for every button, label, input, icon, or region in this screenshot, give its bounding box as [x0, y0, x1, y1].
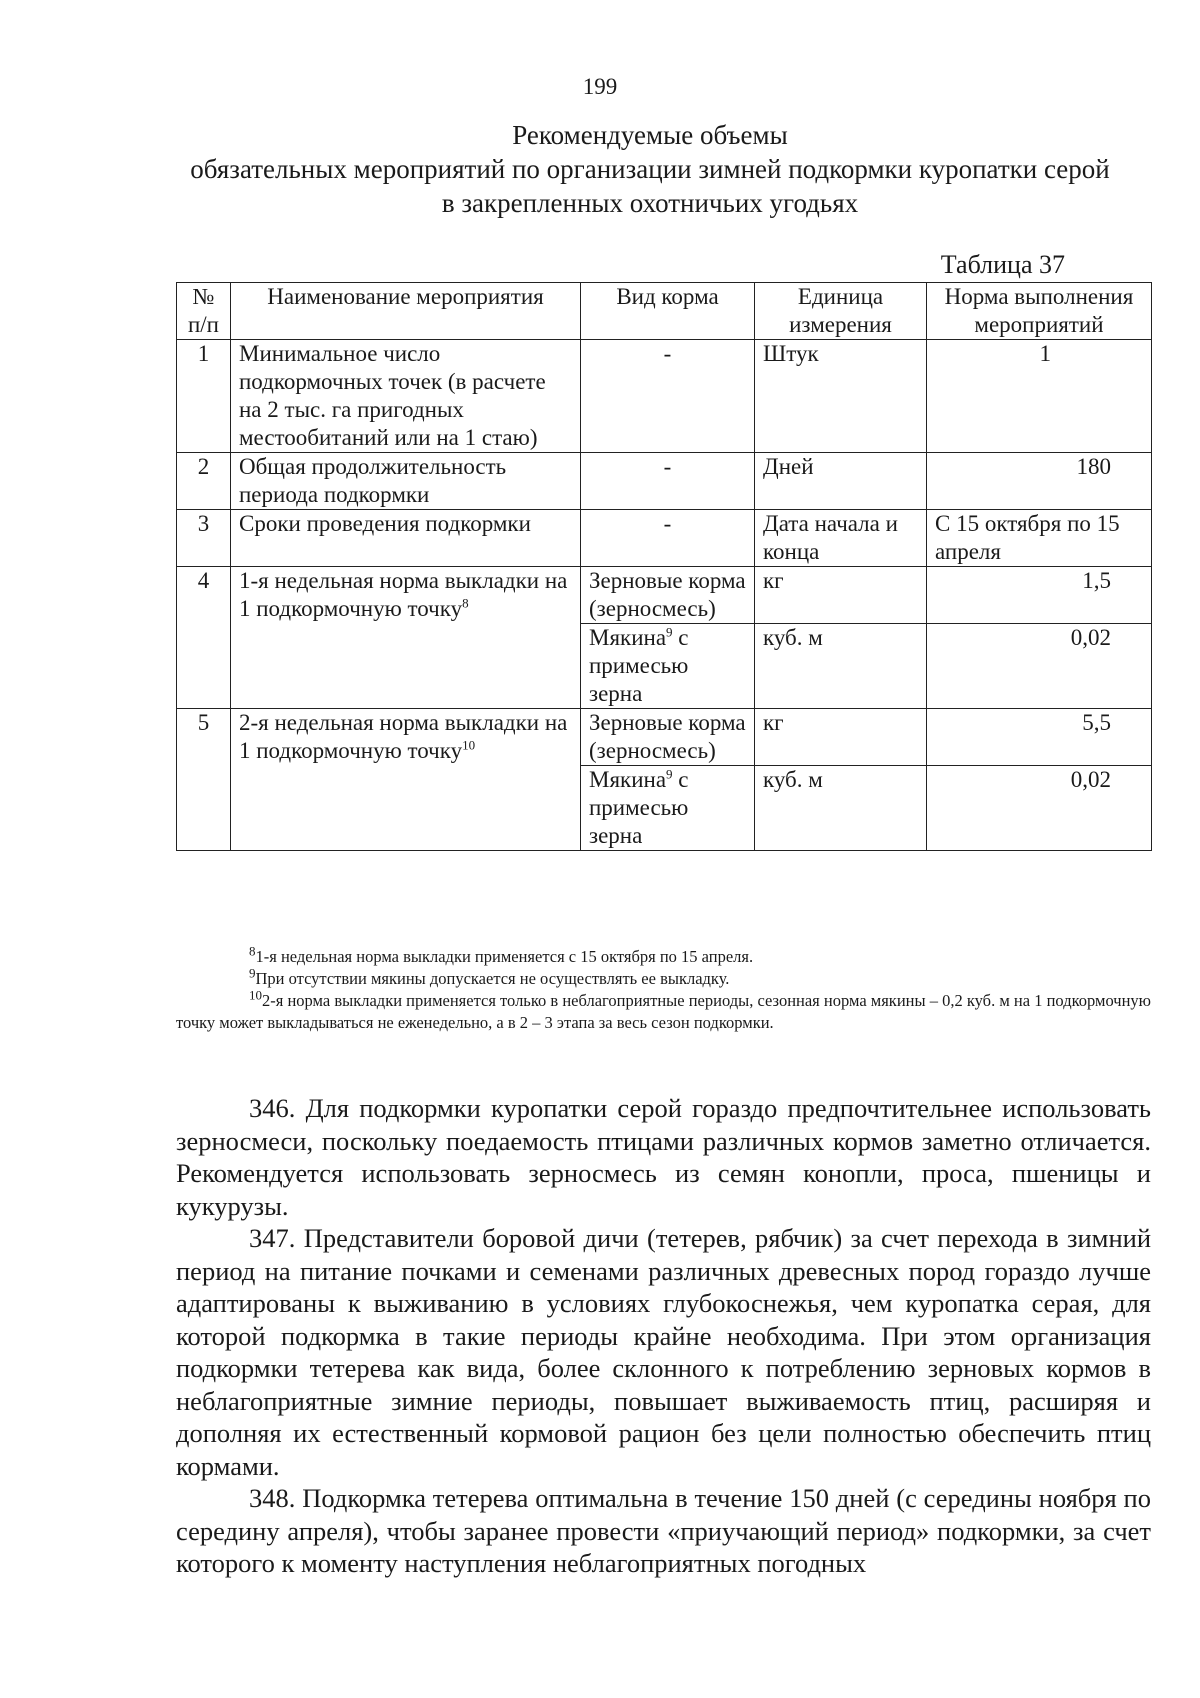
row-unit: Штук [755, 340, 927, 453]
row-number: 4 [177, 567, 231, 709]
measures-table [176, 282, 1152, 851]
row-unit: кг [755, 709, 927, 766]
row-unit: Дата начала и конца [755, 510, 927, 567]
footnote-9: $^9$При отсутствии мякины допускается не осуществлять ее выкладку. [249, 965, 730, 988]
row-feed: - [581, 340, 755, 453]
row-name: 2-я недельная норма выкладки на 1 подкормочную точку$^{10}$ [231, 709, 581, 851]
row-feed: Мякина$^9$ с примесью зерна [581, 766, 755, 851]
header-unit: Единица измерения [755, 283, 927, 340]
table-label: Таблица 37 [940, 250, 1065, 279]
row-norm: 0,02 [927, 624, 1152, 709]
page-number: 199 [582, 74, 618, 99]
header-feed: Вид корма [581, 283, 755, 340]
footnote-8: $^8$1-я недельная норма выкладки применяется с 15 октября по 15 апреля. [249, 943, 754, 966]
body-text [176, 1092, 1151, 1580]
document-title [150, 118, 1150, 220]
row-norm: 1,5 [927, 567, 1152, 624]
title-line-1: Рекомендуемые объемы [512, 120, 788, 150]
row-unit: куб. м [755, 766, 927, 851]
title-line-3: в закрепленных охотничьих угодьях [441, 188, 859, 218]
row-number: 5 [177, 709, 231, 851]
paragraph-346: 346. Для подкормки куропатки серой гораздо предпочтительнее использовать зерносмеси, поскольку поедаемость птицами различных кормов заметно отличается. Рекомендуется использовать зерносмесь из семян конопли, проса, пшеницы и кукурузы. [176, 1093, 1151, 1221]
row-unit: кг [755, 567, 927, 624]
table-header-row [177, 283, 1152, 340]
row-norm: 180 [927, 453, 1152, 510]
row-number: 2 [177, 453, 231, 510]
row-norm: 1 [927, 340, 1152, 453]
row-feed: - [581, 510, 755, 567]
paragraph-347: 347. Представители боровой дичи (тетерев, рябчик) за счет перехода в зимний период на питание почками и семенами различных древесных пород гораздо лучше адаптированы к выживанию в условиях глубокоснежья, чем куропатка серая, для которой подкормка в такие периоды крайне необходима. При этом организация подкормки тетерева как вида, более склонного к потреблению зерновых кормов в неблагоприятные зимние периоды, повышает выживаемость птиц, расширяя и дополняя их естественный кормовой рацион без цели полностью обеспечить птиц кормами. [176, 1223, 1151, 1481]
table-row [177, 567, 1152, 624]
table-row [177, 709, 1152, 766]
row-name: Общая продолжительность периода подкормки [231, 453, 581, 510]
row-unit: куб. м [755, 624, 927, 709]
row-norm: 0,02 [927, 766, 1152, 851]
footnote-10: $^{10}$2-я норма выкладки применяется только в неблагоприятные периоды, сезонная норма мякины – 0,2 куб. м на 1 подкормочную точку может выкладываться не еженедельно, а в 2 – 3 этапа за весь сезон подкормки. [176, 987, 1151, 1032]
row-feed: Зерновые корма (зерносмесь) [581, 567, 755, 624]
row-norm: С 15 октября по 15 апреля [927, 510, 1152, 567]
paragraph-348: 348. Подкормка тетерева оптимальна в течение 150 дней (с середины ноября по середину апреля), чтобы заранее провести «приучающий период» подкормки, за счет которого к моменту наступления неблагоприятных погодных [176, 1483, 1151, 1578]
row-number: 3 [177, 510, 231, 567]
row-name: Минимальное число подкормочных точек (в расчете на 2 тыс. га пригодных местообитаний или на 1 стаю) [231, 340, 581, 453]
row-feed: Мякина$^9$ с примесью зерна [581, 624, 755, 709]
row-unit: Дней [755, 453, 927, 510]
footnotes [176, 943, 1151, 1034]
header-number: № п/п [177, 283, 231, 340]
row-feed: Зерновые корма (зерносмесь) [581, 709, 755, 766]
row-number: 1 [177, 340, 231, 453]
header-name: Наименование мероприятия [231, 283, 581, 340]
title-line-2: обязательных мероприятий по организации зимней подкормки куропатки серой [190, 154, 1110, 184]
table-row [177, 510, 1152, 567]
row-name: Сроки проведения подкормки [231, 510, 581, 567]
table-row [177, 453, 1152, 510]
row-norm: 5,5 [927, 709, 1152, 766]
table-row [177, 340, 1152, 453]
header-norm: Норма выполнения мероприятий [927, 283, 1152, 340]
row-name: 1-я недельная норма выкладки на 1 подкормочную точку$^8$ [231, 567, 581, 709]
row-feed: - [581, 453, 755, 510]
